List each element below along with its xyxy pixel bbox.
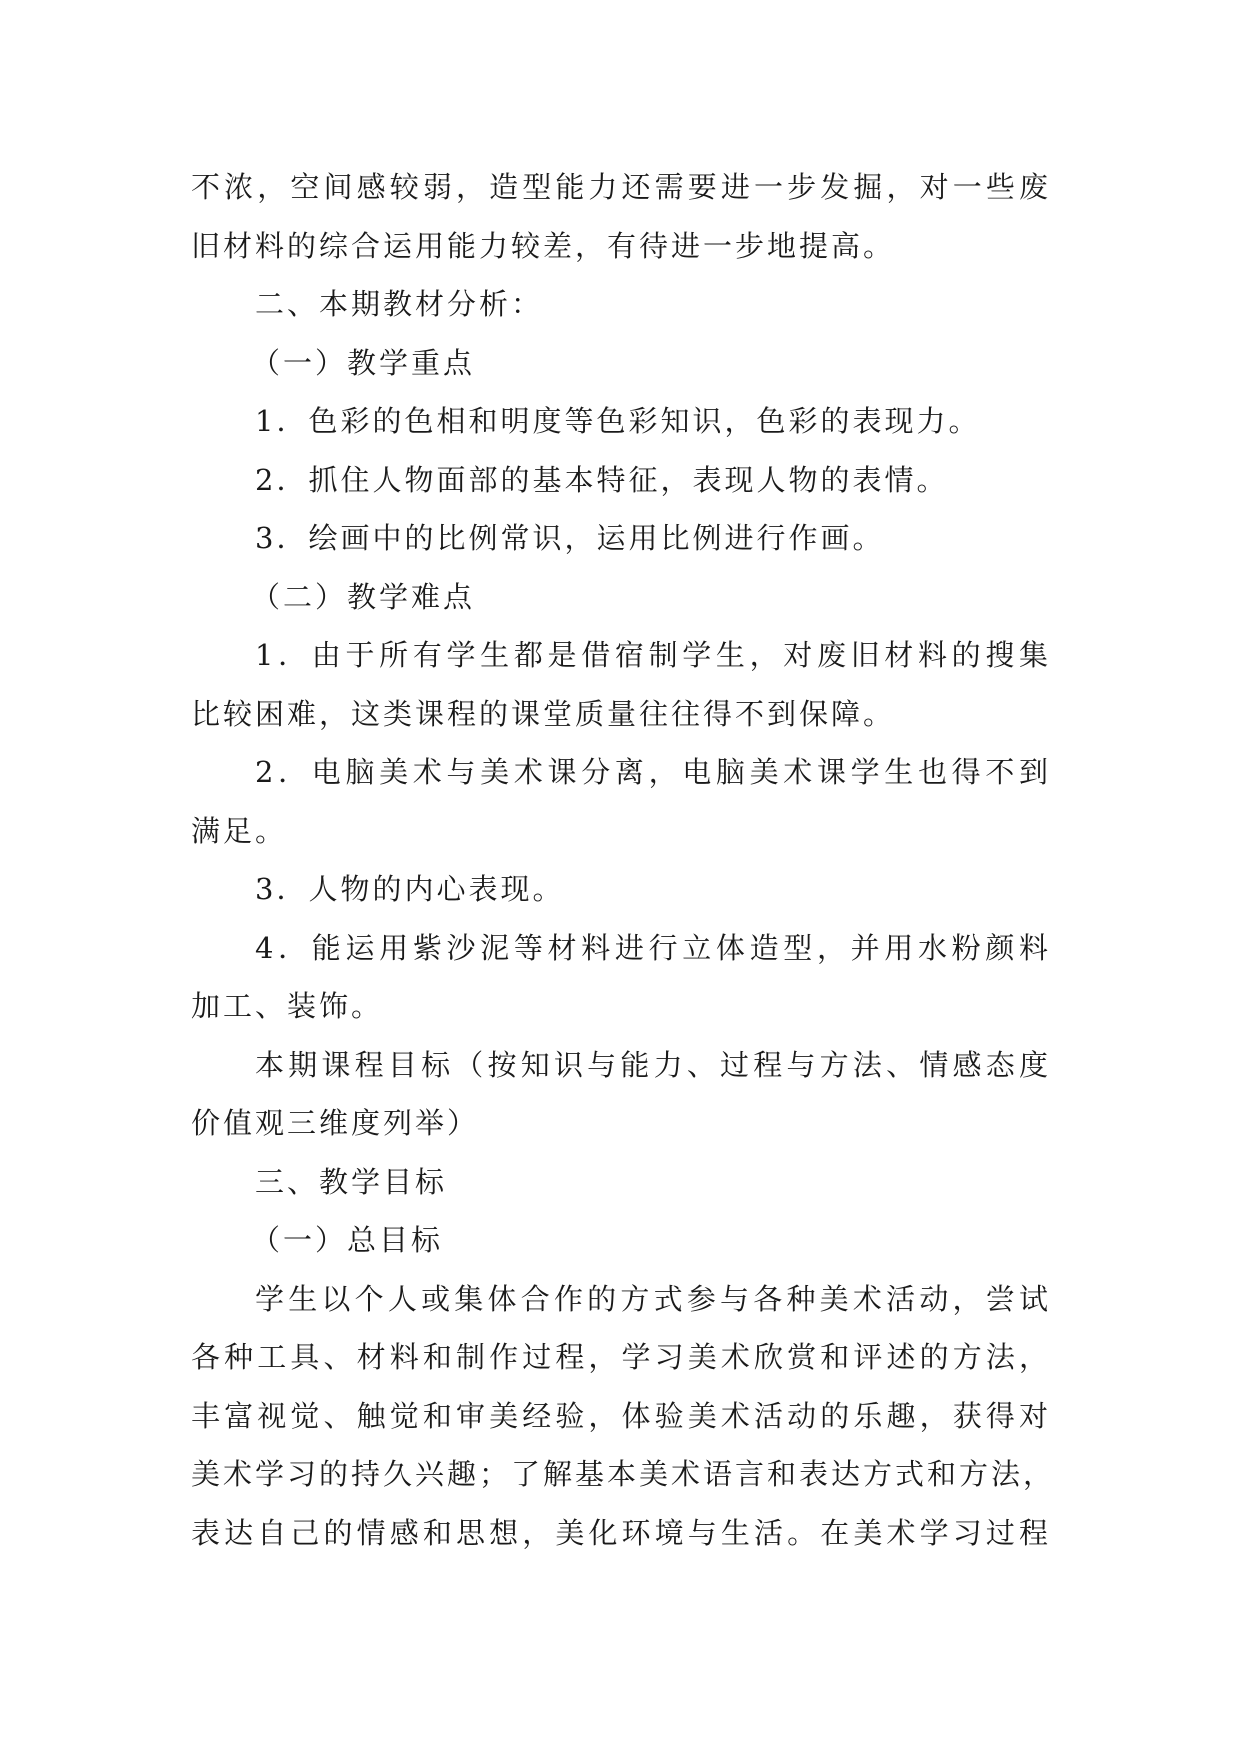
text-line: 旧材料的综合运用能力较差，有待进一步地提高。: [191, 228, 896, 263]
text-line: 1．由于所有学生都是借宿制学生，对废旧材料的搜集: [255, 638, 1051, 672]
text-line: 满足。: [191, 813, 288, 848]
text-line: 1．色彩的色相和明度等色彩知识，色彩的表现力。: [255, 404, 981, 438]
text-line: （一）总目标: [251, 1223, 444, 1257]
text-line: 3．绘画中的比例常识，运用比例进行作画。: [255, 521, 885, 555]
text-line: 4．能运用紫沙泥等材料进行立体造型，并用水粉颜料: [255, 930, 1051, 965]
text-line: 比较困难，这类课程的课堂质量往往得不到保障。: [191, 696, 896, 731]
text-line: 3．人物的内心表现。: [255, 872, 565, 906]
text-line: 二、本期教材分析：: [255, 287, 544, 321]
text-line: 各种工具、材料和制作过程，学习美术欣赏和评述的方法，: [191, 1340, 1051, 1374]
text-line: 价值观三维度列举）: [191, 1106, 480, 1140]
text-line: 不浓，空间感较弱，造型能力还需要进一步发掘，对一些废: [191, 170, 1051, 204]
text-line: 2．抓住人物面部的基本特征，表现人物的表情。: [255, 462, 949, 497]
text-line: 加工、装饰。: [191, 989, 384, 1023]
text-line: 学生以个人或集体合作的方式参与各种美术活动，尝试: [255, 1281, 1051, 1316]
text-line: 美术学习的持久兴趣；了解基本美术语言和表达方式和方法，: [191, 1457, 1056, 1491]
text-line: 丰富视觉、触觉和审美经验，体验美术活动的乐趣，获得对: [191, 1398, 1051, 1433]
text-line: （二）教学难点: [251, 579, 476, 614]
text-line: 本期课程目标（按知识与能力、过程与方法、情感态度: [255, 1047, 1051, 1082]
text-line: （一）教学重点: [251, 345, 476, 380]
text-line: 2．电脑美术与美术课分离，电脑美术课学生也得不到: [255, 755, 1051, 789]
text-line: 三、教学目标: [255, 1164, 448, 1199]
document-body: [191, 158, 1056, 1562]
text-line: 表达自己的情感和思想，美化环境与生活。在美术学习过程: [191, 1515, 1051, 1550]
